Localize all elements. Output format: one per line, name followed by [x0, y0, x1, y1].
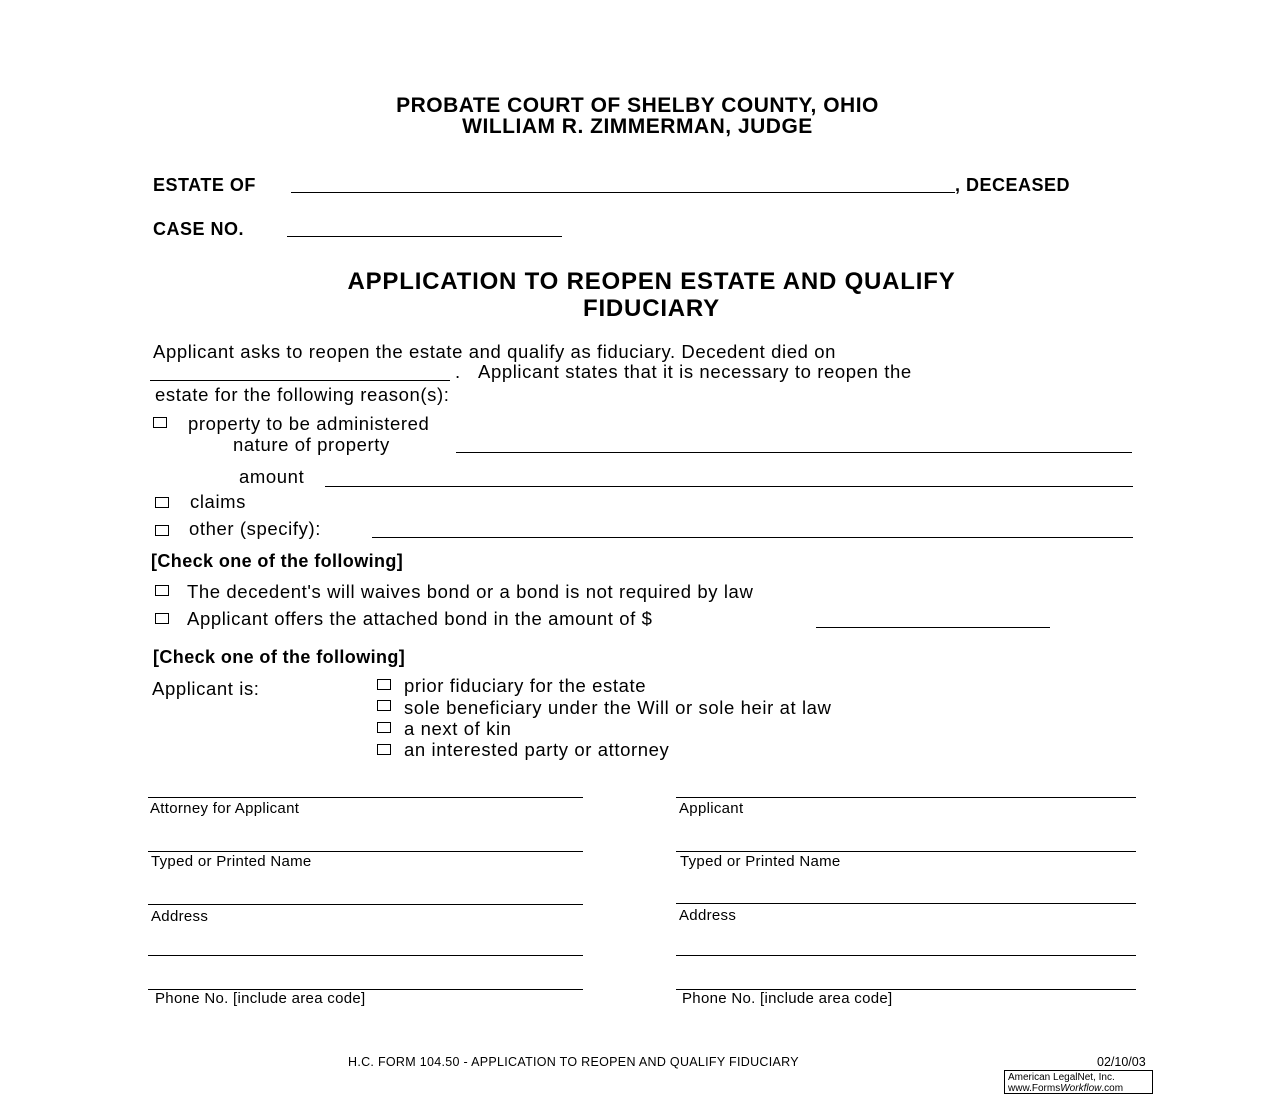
attorney-address-line[interactable] [148, 904, 583, 905]
applicant-name-label: Typed or Printed Name [680, 853, 841, 870]
property-label: property to be administered [188, 413, 430, 434]
interested-party-checkbox[interactable] [377, 744, 391, 755]
applicant-name-line[interactable] [676, 851, 1136, 852]
bond-offered-label: Applicant offers the attached bond in the amount of $ [187, 608, 653, 629]
form-title-line1: APPLICATION TO REOPEN ESTATE AND QUALIFY [347, 268, 956, 295]
other-field[interactable] [372, 537, 1133, 538]
attorney-name-line[interactable] [148, 851, 583, 852]
applicant-signature-line[interactable] [676, 797, 1136, 798]
next-of-kin-label: a next of kin [404, 718, 512, 739]
deceased-label: , DECEASED [955, 175, 1071, 195]
attorney-name-label: Typed or Printed Name [151, 853, 312, 870]
estate-of-label: ESTATE OF [153, 175, 256, 195]
prior-fiduciary-checkbox[interactable] [377, 679, 391, 690]
court-name: PROBATE COURT OF SHELBY COUNTY, OHIO [396, 94, 879, 117]
applicant-address-label: Address [679, 907, 737, 924]
estate-name-field[interactable] [291, 192, 955, 193]
bond-waived-checkbox[interactable] [155, 585, 169, 596]
applicant-is-label: Applicant is: [152, 678, 260, 699]
form-date: 02/10/03 [1097, 1055, 1146, 1069]
amount-field[interactable] [325, 486, 1133, 487]
applicant-address-line-2[interactable] [676, 955, 1136, 956]
applicant-phone-label: Phone No. [include area code] [682, 990, 893, 1007]
vendor-url [1008, 1083, 1149, 1094]
attorney-signature-line[interactable] [148, 797, 583, 798]
vendor-name: American LegalNet, Inc. [1008, 1072, 1115, 1083]
nature-label: nature of property [233, 434, 390, 455]
applicant-label: Applicant [679, 800, 744, 817]
sole-beneficiary-checkbox[interactable] [377, 700, 391, 711]
other-label: other (specify): [189, 518, 321, 539]
bond-offered-checkbox[interactable] [155, 613, 169, 624]
vendor-url-a: www.Forms [1008, 1083, 1061, 1094]
case-no-field[interactable] [287, 236, 562, 237]
bond-heading: [Check one of the following] [151, 551, 404, 571]
sole-beneficiary-label: sole beneficiary under the Will or sole heir at law [404, 697, 832, 718]
case-no-label: CASE NO. [153, 219, 245, 239]
prior-fiduciary-label: prior fiduciary for the estate [404, 675, 647, 696]
claims-checkbox[interactable] [155, 497, 169, 508]
property-checkbox[interactable] [153, 417, 167, 428]
form-title-line2: FIDUCIARY [583, 295, 720, 322]
attorney-address-line-2[interactable] [148, 955, 583, 956]
attorney-address-label: Address [151, 908, 209, 925]
applicant-address-line[interactable] [676, 903, 1136, 904]
intro-line2: Applicant states that it is necessary to reopen the [478, 361, 912, 382]
interested-party-label: an interested party or attorney [404, 739, 670, 760]
bond-amount-field[interactable] [816, 627, 1050, 628]
intro-line3: estate for the following reason(s): [155, 384, 450, 405]
vendor-url-c: .com [1101, 1083, 1124, 1094]
attorney-label: Attorney for Applicant [150, 800, 300, 817]
intro-line1: Applicant asks to reopen the estate and qualify as fiduciary. Decedent died on [153, 341, 837, 362]
date-of-death-field[interactable] [150, 380, 450, 381]
applicant-type-heading: [Check one of the following] [153, 647, 406, 667]
form-number: H.C. FORM 104.50 - APPLICATION TO REOPEN AND QUALIFY FIDUCIARY [348, 1055, 799, 1069]
vendor-url-b: Workflow [1060, 1083, 1102, 1094]
claims-label: claims [190, 491, 247, 512]
amount-label: amount [239, 466, 305, 487]
attorney-phone-label: Phone No. [include area code] [155, 990, 366, 1007]
judge-name: WILLIAM R. ZIMMERMAN, JUDGE [462, 115, 813, 138]
vendor-stamp [1004, 1070, 1153, 1094]
nature-field[interactable] [456, 452, 1132, 453]
next-of-kin-checkbox[interactable] [377, 722, 391, 733]
bond-waived-label: The decedent's will waives bond or a bond is not required by law [187, 581, 754, 602]
other-checkbox[interactable] [155, 525, 169, 536]
intro-period: . [455, 361, 461, 382]
